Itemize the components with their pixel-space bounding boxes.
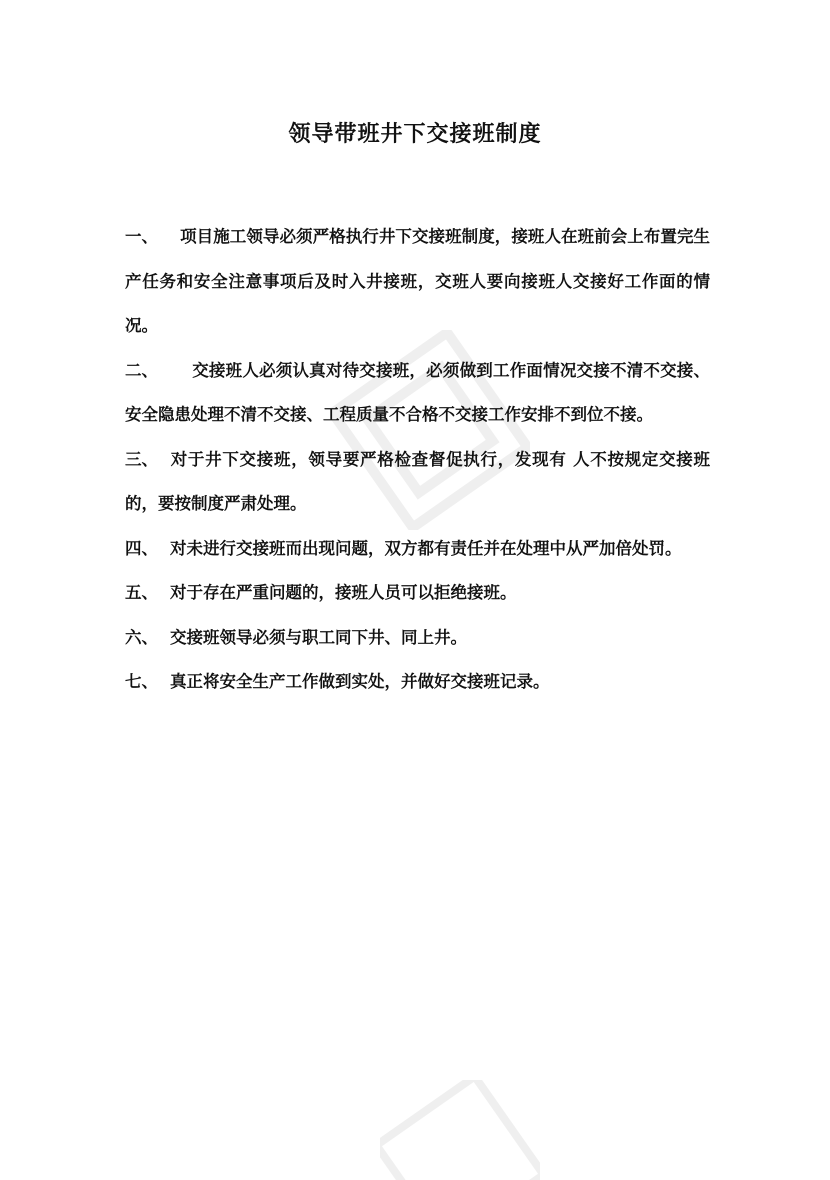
paragraph-number: 五、: [125, 583, 158, 602]
paragraph-number: 二、: [125, 360, 158, 380]
paragraph-3: [125, 438, 710, 527]
watermark-stamp-bottom-icon: [380, 1080, 540, 1180]
paragraph-text: 交接班人必须认真对待交接班，必须做到工作面情况交接不清不交接、安全隐患处理不清不交接、工程质量不合格不交接工作安排不到位不接。: [125, 360, 710, 424]
paragraph-text: 项目施工领导必须严格执行井下交接班制度，接班人在班前会上布置完生产任务和安全注意事项后及时入井接班，交班人要向接班人交接好工作面的情况。: [125, 227, 710, 335]
paragraph-2: [125, 349, 710, 438]
paragraph-number: 六、: [125, 627, 158, 647]
paragraph-text: 真正将安全生产工作做到实处，并做好交接班记录。: [170, 672, 550, 691]
paragraph-7: [125, 660, 710, 705]
paragraph-number: 三、: [125, 449, 158, 469]
paragraph-text: 对于存在严重问题的，接班人员可以拒绝接班。: [170, 583, 517, 602]
document-body: [125, 215, 710, 705]
paragraph-text: 交接班领导必须与职工同下井、同上井。: [170, 627, 467, 647]
document-title: 领导带班井下交接班制度: [288, 122, 542, 147]
paragraph-text: 对未进行交接班而出现问题，双方都有责任并在处理中从严加倍处罚。: [170, 538, 682, 558]
paragraph-4: [125, 527, 710, 572]
paragraph-1: [125, 215, 710, 349]
paragraph-number: 一、: [125, 227, 158, 246]
paragraph-6: [125, 616, 710, 661]
paragraph-5: [125, 571, 710, 616]
paragraph-number: 七、: [125, 672, 158, 691]
paragraph-text: 对于井下交接班，领导要严格检查督促执行，发现有 人不按规定交接班的，要按制度严肃处理。: [125, 449, 710, 513]
paragraph-number: 四、: [125, 538, 158, 558]
